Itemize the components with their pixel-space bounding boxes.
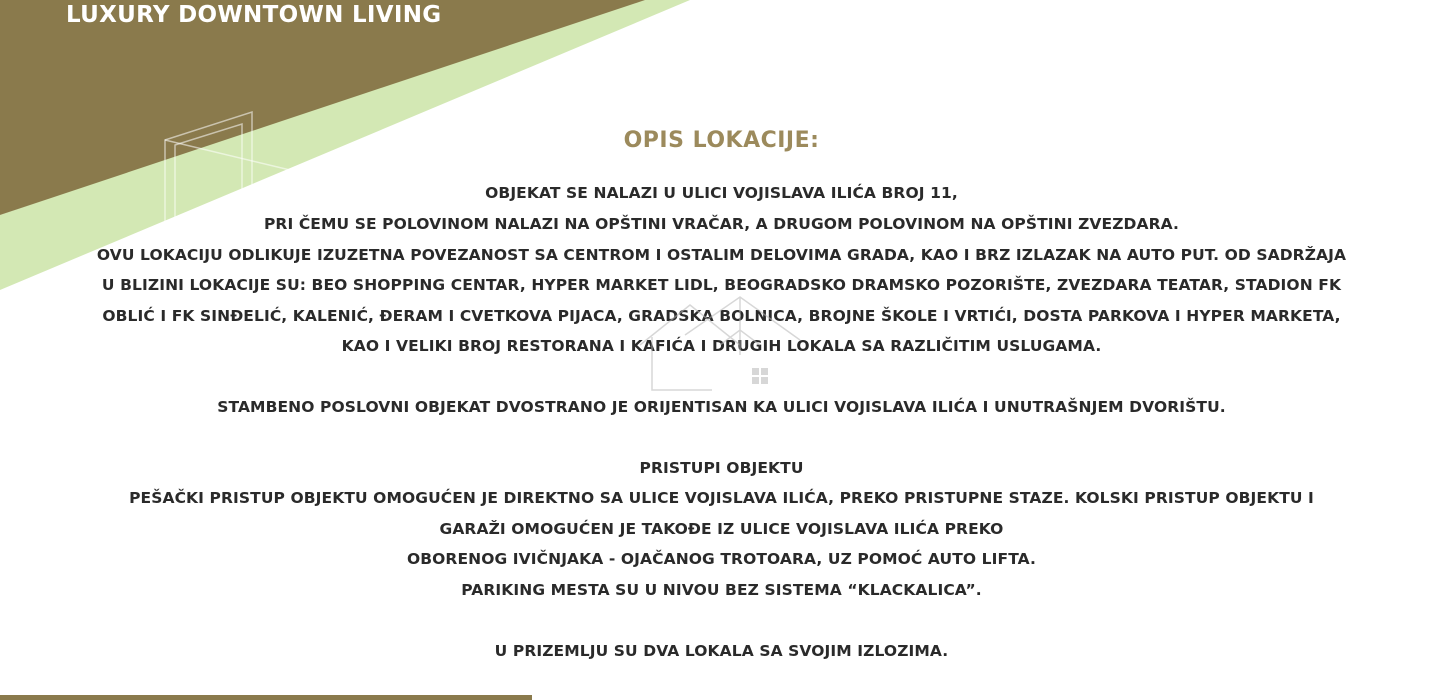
body-line: OVU LOKACIJU ODLIKUJE IZUZETNA POVEZANOST SA CENTROM I OSTALIM DELOVIMA GRADA, KAO I BRZ IZLAZAK NA AUTO PUT. OD SADRŽAJA <box>96 246 1347 264</box>
header-title: LUXURY DOWNTOWN LIVING <box>66 2 442 28</box>
body-line: PEŠAČKI PRISTUP OBJEKTU OMOGUĆEN JE DIREKTNO SA ULICE VOJISLAVA ILIĆA, PREKO PRISTUPNE STAZE. KOLSKI PRISTUP OBJEKTU I <box>129 489 1314 507</box>
olive-triangle <box>0 0 645 215</box>
body-line: OBORENOG IVIČNJAKA - OJAČANOG TROTOARA, UZ POMOĆ AUTO LIFTA. <box>406 550 1037 568</box>
body-line: OBJEKAT SE NALAZI U ULICI VOJISLAVA ILIĆA BROJ 11, <box>485 184 958 202</box>
subheading: PRISTUPI OBJEKTU <box>639 459 804 477</box>
body-line: U PRIZEMLJU SU DVA LOKALA SA SVOJIM IZLOZIMA. <box>494 642 949 660</box>
bottom-accent-bar <box>0 695 532 700</box>
body-line: U BLIZINI LOKACIJE SU: BEO SHOPPING CENTAR, HYPER MARKET LIDL, BEOGRADSKO DRAMSKO POZORIŠTE, ZVEZDARA TEATAR, STADION FK <box>101 276 1342 294</box>
body-line: OBLIĆ I FK SINĐELIĆ, KALENIĆ, ĐERAM I CVETKOVA PIJACA, GRADSKA BOLNICA, BROJNE ŠKOLE I VRTIĆI, DOSTA PARKOVA I HYPER MARKETA, <box>102 307 1341 325</box>
body-line: PRI ČEMU SE POLOVINOM NALAZI NA OPŠTINI VRAČAR, A DRUGOM POLOVINOM NA OPŠTINI ZVEZDARA. <box>263 215 1180 233</box>
body-line: GARAŽI OMOGUĆEN JE TAKOĐE IZ ULICE VOJISLAVA ILIĆA PREKO <box>439 520 1004 538</box>
watermark-house-icon <box>630 285 805 400</box>
section-title: OPIS LOKACIJE: <box>623 128 820 153</box>
body-line: PARIKING MESTA SU U NIVOU BEZ SISTEMA “KLACKALICA”. <box>461 581 982 599</box>
body-line: KAO I VELIKI BROJ RESTORANA I KAFIĆA I DRUGIH LOKALA SA RAZLIČITIM USLUGAMA. <box>341 337 1102 355</box>
body-line: STAMBENO POSLOVNI OBJEKAT DVOSTRANO JE ORIJENTISAN KA ULICI VOJISLAVA ILIĆA I UNUTRAŠNJEM DVORIŠTU. <box>217 398 1226 416</box>
